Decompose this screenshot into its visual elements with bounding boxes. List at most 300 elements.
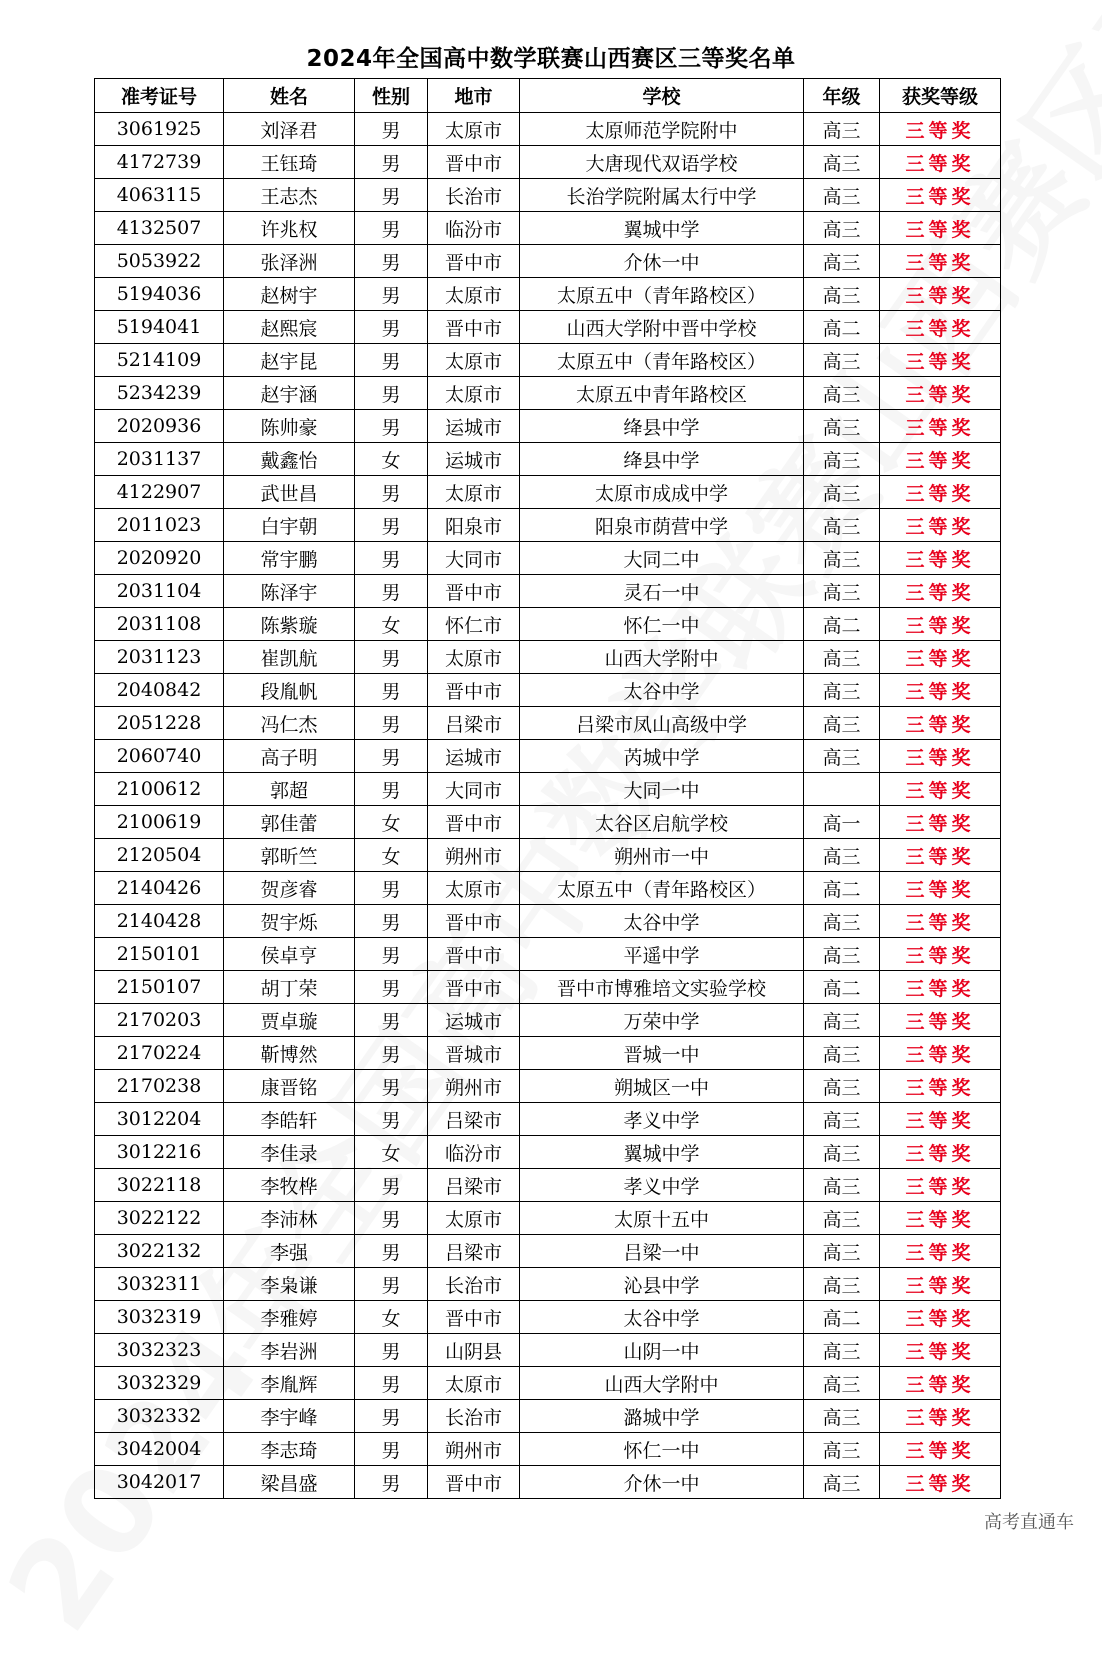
cell-gender: 男 (355, 1103, 428, 1136)
cell-school: 介休一中 (520, 245, 804, 278)
table-row (95, 1037, 1001, 1070)
column-header-gender: 性别 (355, 79, 428, 113)
cell-grade: 高三 (804, 1037, 880, 1070)
cell-city: 太原市 (428, 113, 520, 146)
cell-gender: 女 (355, 1136, 428, 1169)
cell-name: 李枭谦 (224, 1268, 355, 1301)
cell-gender: 男 (355, 1268, 428, 1301)
cell-exam-id: 2140426 (95, 872, 224, 905)
table-row (95, 1136, 1001, 1169)
cell-school: 芮城中学 (520, 740, 804, 773)
cell-city: 吕梁市 (428, 1169, 520, 1202)
cell-city: 吕梁市 (428, 1235, 520, 1268)
cell-award-level: 三等奖 (880, 641, 1001, 674)
cell-award-level: 三等奖 (880, 839, 1001, 872)
cell-name: 陈紫璇 (224, 608, 355, 641)
cell-gender: 男 (355, 1367, 428, 1400)
cell-school: 太原五中青年路校区 (520, 377, 804, 410)
cell-city: 临汾市 (428, 212, 520, 245)
table-header (95, 79, 1001, 113)
cell-grade: 高三 (804, 476, 880, 509)
cell-school: 太原五中（青年路校区） (520, 344, 804, 377)
cell-name: 冯仁杰 (224, 707, 355, 740)
cell-gender: 女 (355, 839, 428, 872)
cell-gender: 男 (355, 674, 428, 707)
cell-name: 赵树宇 (224, 278, 355, 311)
cell-school: 太谷中学 (520, 674, 804, 707)
cell-name: 李牧桦 (224, 1169, 355, 1202)
cell-city: 晋中市 (428, 575, 520, 608)
cell-grade: 高三 (804, 1169, 880, 1202)
cell-grade: 高三 (804, 839, 880, 872)
table-row (95, 1070, 1001, 1103)
column-header-school: 学校 (520, 79, 804, 113)
cell-grade: 高二 (804, 608, 880, 641)
cell-school: 怀仁一中 (520, 608, 804, 641)
cell-name: 段胤帆 (224, 674, 355, 707)
cell-award-level: 三等奖 (880, 1169, 1001, 1202)
cell-exam-id: 3042004 (95, 1433, 224, 1466)
cell-gender: 女 (355, 608, 428, 641)
cell-exam-id: 2051228 (95, 707, 224, 740)
cell-school: 太谷中学 (520, 905, 804, 938)
cell-exam-id: 5214109 (95, 344, 224, 377)
cell-name: 王志杰 (224, 179, 355, 212)
table-row (95, 575, 1001, 608)
cell-name: 赵宇涵 (224, 377, 355, 410)
cell-name: 侯卓亨 (224, 938, 355, 971)
table-row (95, 311, 1001, 344)
table-row (95, 1433, 1001, 1466)
cell-gender: 男 (355, 146, 428, 179)
cell-grade: 高三 (804, 905, 880, 938)
cell-exam-id: 2031123 (95, 641, 224, 674)
cell-gender: 男 (355, 1466, 428, 1499)
cell-city: 朔州市 (428, 839, 520, 872)
cell-school: 介休一中 (520, 1466, 804, 1499)
cell-gender: 男 (355, 905, 428, 938)
cell-name: 王钰琦 (224, 146, 355, 179)
cell-school: 大同一中 (520, 773, 804, 806)
cell-gender: 男 (355, 476, 428, 509)
cell-exam-id: 3032329 (95, 1367, 224, 1400)
cell-exam-id: 5194036 (95, 278, 224, 311)
cell-gender: 男 (355, 212, 428, 245)
cell-exam-id: 2150107 (95, 971, 224, 1004)
cell-grade: 高三 (804, 377, 880, 410)
cell-name: 郭昕竺 (224, 839, 355, 872)
cell-exam-id: 3061925 (95, 113, 224, 146)
cell-award-level: 三等奖 (880, 1070, 1001, 1103)
cell-school: 绛县中学 (520, 443, 804, 476)
cell-city: 晋中市 (428, 245, 520, 278)
cell-city: 晋城市 (428, 1037, 520, 1070)
cell-exam-id: 4063115 (95, 179, 224, 212)
cell-award-level: 三等奖 (880, 443, 1001, 476)
table-row (95, 1400, 1001, 1433)
cell-school: 孝义中学 (520, 1103, 804, 1136)
cell-school: 孝义中学 (520, 1169, 804, 1202)
cell-grade: 高三 (804, 113, 880, 146)
cell-exam-id: 3032311 (95, 1268, 224, 1301)
cell-city: 运城市 (428, 410, 520, 443)
cell-school: 山西大学附中 (520, 1367, 804, 1400)
cell-gender: 男 (355, 971, 428, 1004)
cell-grade: 高二 (804, 872, 880, 905)
cell-city: 晋中市 (428, 311, 520, 344)
cell-school: 沁县中学 (520, 1268, 804, 1301)
table-row (95, 278, 1001, 311)
cell-school: 怀仁一中 (520, 1433, 804, 1466)
cell-grade: 高三 (804, 1202, 880, 1235)
cell-name: 李佳录 (224, 1136, 355, 1169)
cell-grade: 高三 (804, 707, 880, 740)
cell-exam-id: 5053922 (95, 245, 224, 278)
cell-name: 常宇鹏 (224, 542, 355, 575)
cell-award-level: 三等奖 (880, 410, 1001, 443)
cell-exam-id: 4122907 (95, 476, 224, 509)
cell-city: 太原市 (428, 344, 520, 377)
cell-school: 灵石一中 (520, 575, 804, 608)
cell-gender: 男 (355, 344, 428, 377)
cell-gender: 男 (355, 245, 428, 278)
cell-gender: 男 (355, 311, 428, 344)
cell-gender: 男 (355, 872, 428, 905)
cell-exam-id: 3042017 (95, 1466, 224, 1499)
table-row (95, 608, 1001, 641)
table-row (95, 1268, 1001, 1301)
cell-grade: 高三 (804, 1367, 880, 1400)
cell-gender: 男 (355, 377, 428, 410)
table-row (95, 872, 1001, 905)
cell-city: 太原市 (428, 872, 520, 905)
cell-name: 崔凯航 (224, 641, 355, 674)
cell-exam-id: 4172739 (95, 146, 224, 179)
column-header-award-level: 获奖等级 (880, 79, 1001, 113)
cell-city: 阳泉市 (428, 509, 520, 542)
cell-exam-id: 3022118 (95, 1169, 224, 1202)
cell-school: 晋城一中 (520, 1037, 804, 1070)
cell-school: 太原师范学院附中 (520, 113, 804, 146)
cell-gender: 男 (355, 1400, 428, 1433)
cell-school: 山西大学附中晋中学校 (520, 311, 804, 344)
cell-name: 张泽洲 (224, 245, 355, 278)
cell-city: 朔州市 (428, 1433, 520, 1466)
cell-exam-id: 2031104 (95, 575, 224, 608)
cell-gender: 男 (355, 1433, 428, 1466)
cell-school: 太原五中（青年路校区） (520, 278, 804, 311)
cell-award-level: 三等奖 (880, 311, 1001, 344)
cell-city: 吕梁市 (428, 1103, 520, 1136)
cell-name: 梁昌盛 (224, 1466, 355, 1499)
table-row (95, 641, 1001, 674)
cell-grade: 高三 (804, 542, 880, 575)
table-row (95, 1235, 1001, 1268)
cell-grade: 高三 (804, 674, 880, 707)
table-row (95, 344, 1001, 377)
cell-gender: 男 (355, 410, 428, 443)
table-row (95, 773, 1001, 806)
table-row (95, 806, 1001, 839)
cell-gender: 男 (355, 1169, 428, 1202)
cell-city: 山阴县 (428, 1334, 520, 1367)
cell-exam-id: 3032319 (95, 1301, 224, 1334)
cell-gender: 男 (355, 509, 428, 542)
cell-name: 高子明 (224, 740, 355, 773)
cell-name: 赵宇昆 (224, 344, 355, 377)
cell-name: 戴鑫怡 (224, 443, 355, 476)
table-row (95, 839, 1001, 872)
column-header-city: 地市 (428, 79, 520, 113)
cell-award-level: 三等奖 (880, 1433, 1001, 1466)
cell-gender: 男 (355, 1004, 428, 1037)
cell-name: 郭超 (224, 773, 355, 806)
cell-grade: 高三 (804, 1433, 880, 1466)
cell-award-level: 三等奖 (880, 1268, 1001, 1301)
cell-exam-id: 3022132 (95, 1235, 224, 1268)
cell-gender: 女 (355, 1301, 428, 1334)
table-row (95, 1301, 1001, 1334)
cell-exam-id: 4132507 (95, 212, 224, 245)
cell-award-level: 三等奖 (880, 344, 1001, 377)
cell-city: 太原市 (428, 476, 520, 509)
table-row (95, 1169, 1001, 1202)
cell-exam-id: 2170203 (95, 1004, 224, 1037)
cell-exam-id: 2020936 (95, 410, 224, 443)
cell-city: 晋中市 (428, 971, 520, 1004)
cell-city: 运城市 (428, 740, 520, 773)
cell-grade: 高三 (804, 1466, 880, 1499)
cell-gender: 男 (355, 278, 428, 311)
cell-school: 翼城中学 (520, 212, 804, 245)
cell-city: 太原市 (428, 641, 520, 674)
table-row (95, 377, 1001, 410)
cell-name: 郭佳蕾 (224, 806, 355, 839)
cell-gender: 男 (355, 707, 428, 740)
cell-exam-id: 2011023 (95, 509, 224, 542)
table-body (95, 113, 1001, 1499)
cell-gender: 男 (355, 641, 428, 674)
cell-grade: 高一 (804, 806, 880, 839)
cell-gender: 男 (355, 1334, 428, 1367)
cell-name: 康晋铭 (224, 1070, 355, 1103)
cell-exam-id: 2060740 (95, 740, 224, 773)
cell-school: 阳泉市荫营中学 (520, 509, 804, 542)
cell-name: 武世昌 (224, 476, 355, 509)
cell-school: 晋中市博雅培文实验学校 (520, 971, 804, 1004)
table-row (95, 476, 1001, 509)
cell-award-level: 三等奖 (880, 1202, 1001, 1235)
table-row (95, 245, 1001, 278)
cell-school: 长治学院附属太行中学 (520, 179, 804, 212)
cell-award-level: 三等奖 (880, 509, 1001, 542)
cell-grade: 高三 (804, 245, 880, 278)
cell-award-level: 三等奖 (880, 146, 1001, 179)
source-watermark: 高考直通车 (984, 1512, 1074, 1533)
cell-school: 平遥中学 (520, 938, 804, 971)
cell-grade: 高三 (804, 740, 880, 773)
cell-exam-id: 3022122 (95, 1202, 224, 1235)
cell-city: 晋中市 (428, 146, 520, 179)
cell-award-level: 三等奖 (880, 806, 1001, 839)
column-header-grade: 年级 (804, 79, 880, 113)
cell-gender: 男 (355, 1037, 428, 1070)
cell-name: 贺彦睿 (224, 872, 355, 905)
cell-gender: 男 (355, 1202, 428, 1235)
cell-school: 吕梁一中 (520, 1235, 804, 1268)
cell-grade: 高三 (804, 344, 880, 377)
cell-grade: 高三 (804, 410, 880, 443)
table-row (95, 1466, 1001, 1499)
cell-award-level: 三等奖 (880, 1103, 1001, 1136)
cell-name: 靳博然 (224, 1037, 355, 1070)
column-header-name: 姓名 (224, 79, 355, 113)
cell-school: 翼城中学 (520, 1136, 804, 1169)
cell-award-level: 三等奖 (880, 542, 1001, 575)
table-row (95, 146, 1001, 179)
cell-school: 万荣中学 (520, 1004, 804, 1037)
cell-grade: 高二 (804, 311, 880, 344)
cell-gender: 女 (355, 443, 428, 476)
cell-exam-id: 2020920 (95, 542, 224, 575)
cell-exam-id: 2150101 (95, 938, 224, 971)
cell-name: 陈帅豪 (224, 410, 355, 443)
cell-exam-id: 3012204 (95, 1103, 224, 1136)
column-header-exam-id: 准考证号 (95, 79, 224, 113)
cell-exam-id: 2100612 (95, 773, 224, 806)
cell-grade: 高三 (804, 212, 880, 245)
cell-name: 贺宇烁 (224, 905, 355, 938)
cell-school: 大唐现代双语学校 (520, 146, 804, 179)
cell-award-level: 三等奖 (880, 608, 1001, 641)
cell-award-level: 三等奖 (880, 1037, 1001, 1070)
cell-city: 太原市 (428, 278, 520, 311)
cell-school: 太谷中学 (520, 1301, 804, 1334)
cell-award-level: 三等奖 (880, 740, 1001, 773)
table-row (95, 938, 1001, 971)
cell-award-level: 三等奖 (880, 905, 1001, 938)
cell-name: 陈泽宇 (224, 575, 355, 608)
cell-city: 长治市 (428, 1400, 520, 1433)
cell-grade: 高三 (804, 1334, 880, 1367)
cell-grade: 高三 (804, 938, 880, 971)
cell-gender: 男 (355, 113, 428, 146)
cell-city: 长治市 (428, 1268, 520, 1301)
cell-school: 吕梁市凤山高级中学 (520, 707, 804, 740)
cell-city: 晋中市 (428, 1466, 520, 1499)
cell-grade: 高三 (804, 1136, 880, 1169)
table-row (95, 212, 1001, 245)
cell-grade: 高三 (804, 1103, 880, 1136)
cell-award-level: 三等奖 (880, 575, 1001, 608)
cell-award-level: 三等奖 (880, 377, 1001, 410)
cell-city: 大同市 (428, 542, 520, 575)
cell-exam-id: 3032332 (95, 1400, 224, 1433)
cell-award-level: 三等奖 (880, 179, 1001, 212)
cell-gender: 男 (355, 1070, 428, 1103)
cell-city: 朔州市 (428, 1070, 520, 1103)
cell-school: 太原五中（青年路校区） (520, 872, 804, 905)
table-row (95, 1334, 1001, 1367)
cell-city: 运城市 (428, 443, 520, 476)
table-row (95, 443, 1001, 476)
cell-gender: 男 (355, 1235, 428, 1268)
cell-name: 胡丁荣 (224, 971, 355, 1004)
table-row (95, 1004, 1001, 1037)
cell-grade: 高三 (804, 1400, 880, 1433)
cell-school: 大同二中 (520, 542, 804, 575)
table-row (95, 674, 1001, 707)
cell-exam-id: 5234239 (95, 377, 224, 410)
cell-name: 李志琦 (224, 1433, 355, 1466)
cell-award-level: 三等奖 (880, 1334, 1001, 1367)
cell-city: 吕梁市 (428, 707, 520, 740)
cell-exam-id: 2040842 (95, 674, 224, 707)
cell-city: 晋中市 (428, 938, 520, 971)
cell-city: 大同市 (428, 773, 520, 806)
cell-grade: 高二 (804, 971, 880, 1004)
cell-city: 太原市 (428, 1202, 520, 1235)
cell-award-level: 三等奖 (880, 1400, 1001, 1433)
cell-award-level: 三等奖 (880, 1301, 1001, 1334)
table-row (95, 1202, 1001, 1235)
cell-award-level: 三等奖 (880, 971, 1001, 1004)
cell-grade: 高三 (804, 179, 880, 212)
cell-award-level: 三等奖 (880, 212, 1001, 245)
table-row (95, 410, 1001, 443)
cell-award-level: 三等奖 (880, 1367, 1001, 1400)
cell-exam-id: 3032323 (95, 1334, 224, 1367)
cell-city: 晋中市 (428, 806, 520, 839)
cell-name: 李强 (224, 1235, 355, 1268)
table-row (95, 905, 1001, 938)
cell-school: 太原十五中 (520, 1202, 804, 1235)
cell-award-level: 三等奖 (880, 1004, 1001, 1037)
page-title: 2024年全国高中数学联赛山西赛区三等奖名单 (306, 46, 796, 72)
cell-award-level: 三等奖 (880, 245, 1001, 278)
cell-exam-id: 2031137 (95, 443, 224, 476)
cell-award-level: 三等奖 (880, 674, 1001, 707)
cell-award-level: 三等奖 (880, 773, 1001, 806)
cell-award-level: 三等奖 (880, 1466, 1001, 1499)
cell-school: 太谷区启航学校 (520, 806, 804, 839)
cell-name: 李岩洲 (224, 1334, 355, 1367)
cell-grade: 高三 (804, 641, 880, 674)
table-row (95, 707, 1001, 740)
cell-grade: 高三 (804, 1004, 880, 1037)
cell-award-level: 三等奖 (880, 1235, 1001, 1268)
cell-city: 临汾市 (428, 1136, 520, 1169)
cell-grade: 高三 (804, 1070, 880, 1103)
cell-school: 太原市成成中学 (520, 476, 804, 509)
cell-exam-id: 3012216 (95, 1136, 224, 1169)
cell-award-level: 三等奖 (880, 1136, 1001, 1169)
cell-name: 贾卓璇 (224, 1004, 355, 1037)
cell-gender: 男 (355, 938, 428, 971)
cell-exam-id: 2140428 (95, 905, 224, 938)
cell-name: 刘泽君 (224, 113, 355, 146)
cell-name: 李沛林 (224, 1202, 355, 1235)
cell-grade: 高三 (804, 278, 880, 311)
cell-grade: 高三 (804, 443, 880, 476)
cell-award-level: 三等奖 (880, 938, 1001, 971)
cell-school: 潞城中学 (520, 1400, 804, 1433)
cell-award-level: 三等奖 (880, 113, 1001, 146)
cell-name: 李胤辉 (224, 1367, 355, 1400)
cell-award-level: 三等奖 (880, 278, 1001, 311)
award-table (94, 78, 1001, 1499)
cell-name: 李雅婷 (224, 1301, 355, 1334)
